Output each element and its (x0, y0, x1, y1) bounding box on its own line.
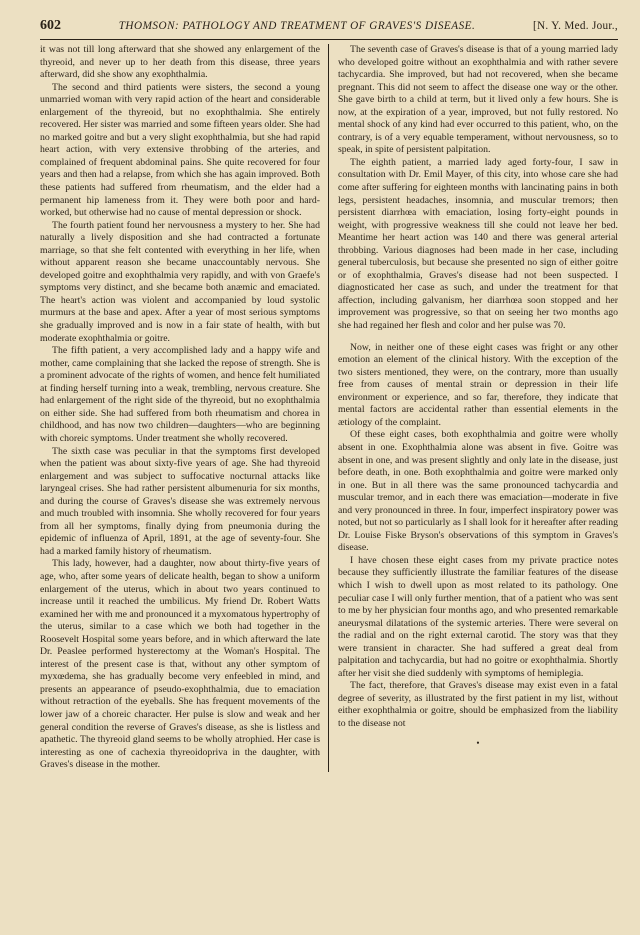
left-column (40, 44, 329, 772)
footer-mark: • (476, 737, 480, 748)
paragraph: The eighth patient, a married lady aged forty-four, I saw in consultation with Dr. Emil Mayer, of this city, into whose care she had come after suffering for eighteen months with lancinating pains in both legs, persistent headaches, insomnia, and muscular tremors; then persistent diarrhœa with emaciation, losing forty-eight pounds in weight, with progressive weakness till she could not leave her bed. Meantime her heart action was 140 and there was general arterial throbbing. Various diagnoses had been made in her case, including general tuberculosis, but because she presented no sign of either goitre or of exophthalmia, Graves's disease had not been suspected. I diagnosticated her case as such, and under the treatment for that affection, including galvanism, her diarrhœa soon stopped and her improvement was progressive, so that on seeing her two months ago she had regained her flesh and color and her pulse was 70. (338, 156, 618, 332)
paragraph: The fourth patient found her nervousness a mystery to her. She had naturally a lively disposition and she had contracted a fortunate marriage, so that she felt contented with everything in her life, when without apparent reason she became unaccountably nervous. She developed goitre and exophthalmia very rapidly, and with von Graefe's symptoms very distinct, and she became both anæmic and emaciated. The heart's action was violent and accompanied by loud systolic murmurs at the base and apex. After a year of most serious symptoms she gradually improved and is now in a fair state of health, with but moderate exophthalmia or goitre. (40, 219, 320, 344)
paragraph: The second and third patients were sisters, the second a young unmarried woman with very rapid action of the heart and considerable enlargement of the thyreoid, but no exophthalmia. She entirely recovered. Her sister was married and some fifteen years older. She had no marked goitre and but a very slight exophthalmia, but she had rapid heart action, with very extensive throbbing of the arteries, and complained of frequent abdominal pains. She quite recovered for four years and then had a relapse, from which she has again improved. Both these patients had suffered from rheumatism, and the elder had a permanent hip lameness from it. They were both poor and hard-worked, but otherwise had no cause of mental depression or shock. (40, 81, 320, 219)
paragraph: I have chosen these eight cases from my private practice notes because they sufficiently illustrate the familiar features of the disease which I wish to dwell upon as most related to its pathology. One peculiar case I will only further mention, that of a patient who was sent to me by her physician four months ago, and who presented remarkable aneurysmal dilatations of the systemic arteries. There were several on the radial and on the right external carotid. The story was that they were transient in character. She had suffered a great deal from palpitation and tachycardia, but had no goitre or exophthalmia. Shortly after her visit she died suddenly with symptoms of hemiplegia. (338, 554, 618, 679)
running-title: THOMSON: PATHOLOGY AND TREATMENT OF GRAVES'S DISEASE. (118, 20, 476, 32)
page-header (40, 18, 618, 34)
article-body (40, 44, 618, 772)
paragraph: Of these eight cases, both exophthalmia and goitre were wholly absent in one. Exophthalmia alone was absent in five. Goitre was absent in one, and was present slightly and only late in the disease, just before death, in one. Both exophthalmia and goitre were marked only in one. But in all there was the same pronounced tachycardia and muscular tremor, and in each there was emaciation—moderate in five and very pronounced in three. In four, imperfect inspiratory power was noted, but not so particularly as I shall look for it hereafter after reading Dr. Louise Fiske Bryson's observations of this symptom in Graves's disease. (338, 429, 618, 554)
paragraph: The sixth case was peculiar in that the symptoms first developed when the patient was about sixty-five years of age. She had thyreoid enlargement and was subject to suffocative nocturnal attacks like laryngeal crises. She had rather persistent albumenuria for six months, and during the course of Graves's disease she was extremely nervous and much troubled with insomnia. She wholly recovered for four years from all her symptoms, finally dying from pneumonia during the epidemic of influenza of April, 1891, at the age of seventy-four. She had a marked family history of rheumatism. (40, 445, 320, 557)
paragraph: Now, in neither one of these eight cases was fright or any other emotion an element of the clinical history. With the exception of the two sisters mentioned, they were, on the contrary, more than usually free from causes of mental strain or depression in their life environment or experience, and so far, therefore, they indicate that mental factors are accidental rather than essential elements in the ætiology of the complaint. (338, 341, 618, 428)
paragraph: The seventh case of Graves's disease is that of a young married lady who developed goitre without an exophthalmia and with rather severe tachycardia. She improved, but had not recovered, when she became pregnant. This did not seem to affect the disease one way or the other. She gave birth to a child at term, but it lived only a few hours. She is now, at the expiration of a year, improved, but not fully restored. No mental shock of any kind had ever occurred to this patient, who, on the contrary, is of a very equable temperament, without nervousness, so to speak, in spite of persistent palpitation. (338, 44, 618, 156)
paragraph: it was not till long afterward that she showed any enlargement of the thyreoid, and never up to her death from this disease, three years afterward, did she show any exophthalmia. (40, 44, 320, 81)
paragraph: The fact, therefore, that Graves's disease may exist even in a fatal degree of severity, as illustrated by the first patient in my list, without either exophthalmia or goitre, should be emphasized from the liability to the disease not (338, 680, 618, 729)
paragraph: The fifth patient, a very accomplished lady and a happy wife and mother, came complaining that she lacked the repose of strength. She is a prominent advocate of the rights of women, and hence felt humiliated at finding herself turning into a weak, trembling, nervous creature. She had enlargement of the right side of the thyreoid, but no exophthalmia on either side. She had suffered from both rheumatism and chorea in childhood, and has now two children—daughters—who are beginning with choreic symptoms. Under treatment she wholly recovered. (40, 345, 320, 444)
right-column (329, 44, 618, 772)
paragraph: This lady, however, had a daughter, now about thirty-five years of age, who, after some years of delicate health, began to show a uniform enlargement of the uterus, which in about two years continued to increase until it reached the umbilicus. My friend Dr. Robert Watts examined her with me and pronounced it a myxomatous hypertrophy of the uterus, similar to a case which we both had together in the Roosevelt Hospital some years before, and in which afterward the late Dr. Peaslee performed hysterectomy at the Woman's Hospital. The interest of the present case is that, without any other symptom of myxœdema, she has gradually become very enfeebled in mind, and presents an appearance of pseudo-exophthalmia, due to emaciation without retraction of the eyeballs. She has frequent movements of the lower jaw of a choreic character. Her pulse is slow and weak and her general condition the reverse of Graves's disease, as she is listless and apathetic. The thyreoid gland seems to be wholly atrophied. Her case is interesting as one of cachexia thyreoidopriva in the daughter, with Graves's disease in the mother. (40, 558, 320, 771)
page-number: 602 (40, 18, 61, 33)
journal-name: [N. Y. Med. Jour., (533, 20, 618, 32)
header-rule (40, 39, 618, 40)
